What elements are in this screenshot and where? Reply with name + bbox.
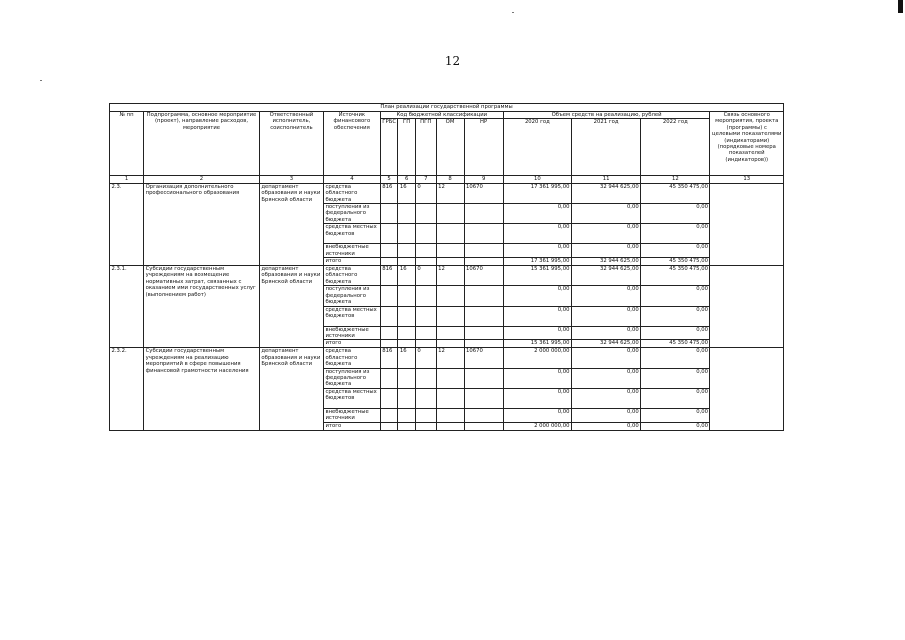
code-nr [464,286,503,306]
header-volume: Объем средств на реализацию, рублей [503,112,710,119]
amount-2022: 0,00 [641,306,710,326]
amount-2022: 0,00 [641,224,710,244]
code-grbs [380,340,398,348]
indicator-link [710,183,784,265]
funding-source: поступления из федерального бюджета [323,286,380,306]
header-source: Источник финансового обеспечения [323,112,380,176]
code-nr [464,244,503,258]
responsible-executor: департамент образования и науки Брянской области [259,183,323,265]
amount-2022: 45 350 475,00 [641,183,710,203]
amount-2020: 15 361 995,00 [503,340,571,348]
header-om: ОМ [436,119,464,176]
column-number: 11 [571,176,640,183]
amount-2022: 0,00 [641,204,710,224]
amount-2021: 0,00 [571,326,640,340]
scan-dot [512,12,514,13]
code-gp [398,244,416,258]
funding-source: средства местных бюджетов [323,388,380,408]
table-row [110,348,784,368]
amount-2022: 0,00 [641,286,710,306]
amount-2022: 0,00 [641,388,710,408]
code-gp [398,388,416,408]
header-link: Связь основного мероприятия, проекта (программы) с целевыми показателями (индикаторами) (порядковые номера показателей (индикаторов)) [710,112,784,176]
funding-source: средства областного бюджета [323,266,380,286]
code-nr [464,258,503,266]
code-pgp [415,224,436,244]
funding-source: средства местных бюджетов [323,224,380,244]
code-nr [464,224,503,244]
header-responsible: Ответственный исполнитель, соисполнитель [259,112,323,176]
code-om [436,326,464,340]
code-om [436,408,464,422]
column-number: 8 [436,176,464,183]
amount-2021: 32 944 625,00 [571,258,640,266]
code-pgp [415,306,436,326]
column-number: 13 [710,176,784,183]
amount-2020: 0,00 [503,306,571,326]
amount-2020: 2 000 000,00 [503,348,571,368]
code-gp [398,368,416,388]
amount-2020: 17 361 995,00 [503,258,571,266]
code-pgp [415,340,436,348]
amount-2020: 0,00 [503,244,571,258]
funding-source: поступления из федерального бюджета [323,368,380,388]
header-subprogram: Подпрограмма, основное мероприятие (проект), направление расходов, мероприятие [144,112,260,176]
code-pgp [415,388,436,408]
amount-2020: 0,00 [503,326,571,340]
column-numbers-row [110,176,784,183]
code-om [436,204,464,224]
code-om: 12 [436,183,464,203]
code-grbs [380,244,398,258]
amount-2021: 32 944 625,00 [571,183,640,203]
code-om [436,224,464,244]
code-om [436,422,464,430]
code-gp [398,422,416,430]
amount-2020: 15 361 995,00 [503,266,571,286]
amount-2020: 0,00 [503,286,571,306]
amount-2021: 32 944 625,00 [571,266,640,286]
code-pgp: 0 [415,266,436,286]
amount-2022: 45 350 475,00 [641,266,710,286]
header-budget-code: Код бюджетной классификации [380,112,503,119]
scan-edge-mark [898,0,903,13]
responsible-executor: департамент образования и науки Брянской области [259,266,323,348]
amount-2020: 0,00 [503,224,571,244]
code-nr [464,388,503,408]
code-nr [464,326,503,340]
code-grbs: 816 [380,183,398,203]
funding-source: итого [323,258,380,266]
code-om [436,388,464,408]
amount-2021: 0,00 [571,306,640,326]
code-om: 12 [436,348,464,368]
code-gp [398,326,416,340]
amount-2020: 0,00 [503,408,571,422]
table-row [110,266,784,286]
funding-source: итого [323,422,380,430]
amount-2021: 0,00 [571,286,640,306]
plan-table [109,103,784,431]
code-pgp [415,422,436,430]
header-2022: 2022 год [641,119,710,176]
code-om [436,340,464,348]
code-om [436,306,464,326]
amount-2020: 0,00 [503,388,571,408]
header-nr: НР [464,119,503,176]
amount-2020: 2 000 000,00 [503,422,571,430]
amount-2022: 45 350 475,00 [641,340,710,348]
code-grbs [380,224,398,244]
amount-2020: 17 361 995,00 [503,183,571,203]
code-om [436,258,464,266]
code-grbs [380,368,398,388]
amount-2021: 0,00 [571,422,640,430]
funding-source: средства областного бюджета [323,348,380,368]
scan-dot [40,80,42,81]
column-number: 7 [415,176,436,183]
amount-2022: 0,00 [641,408,710,422]
code-grbs [380,204,398,224]
funding-source: средства областного бюджета [323,183,380,203]
column-number: 6 [398,176,416,183]
code-nr: 10670 [464,266,503,286]
code-grbs: 816 [380,348,398,368]
funding-source: поступления из федерального бюджета [323,204,380,224]
page-number: 12 [444,54,461,68]
amount-2022: 0,00 [641,368,710,388]
amount-2022: 45 350 475,00 [641,258,710,266]
amount-2021: 0,00 [571,388,640,408]
header-gp: ГП [398,119,416,176]
code-nr [464,340,503,348]
code-nr: 10670 [464,348,503,368]
code-grbs [380,306,398,326]
amount-2021: 0,00 [571,408,640,422]
code-om: 12 [436,266,464,286]
indicator-link [710,348,784,430]
column-number: 12 [641,176,710,183]
caption-row [110,104,784,112]
code-grbs: 816 [380,266,398,286]
amount-2020: 0,00 [503,204,571,224]
funding-source: внебюджетные источники [323,326,380,340]
code-grbs [380,326,398,340]
column-number: 2 [144,176,260,183]
amount-2020: 0,00 [503,368,571,388]
code-pgp: 0 [415,183,436,203]
funding-source: внебюджетные источники [323,244,380,258]
funding-source: внебюджетные источники [323,408,380,422]
code-pgp [415,408,436,422]
header-num: № пп [110,112,144,176]
code-nr [464,422,503,430]
activity-name: Субсидии государственным учреждениям на реализацию мероприятий в сфере повышения финансовой грамотности населения [144,348,260,430]
code-nr [464,204,503,224]
funding-source: средства местных бюджетов [323,306,380,326]
code-grbs [380,258,398,266]
activity-name: Субсидии государственным учреждениям на возмещение нормативных затрат, связанных с оказанием ими государственных услуг (выполнением работ) [144,266,260,348]
code-gp [398,224,416,244]
activity-name: Организация дополнительного профессионального образования [144,183,260,265]
code-gp: 16 [398,266,416,286]
funding-source: итого [323,340,380,348]
amount-2021: 0,00 [571,224,640,244]
amount-2021: 0,00 [571,348,640,368]
code-nr: 10670 [464,183,503,203]
code-om [436,286,464,306]
code-gp [398,408,416,422]
column-number: 3 [259,176,323,183]
indicator-link [710,266,784,348]
amount-2022: 0,00 [641,348,710,368]
table-caption: План реализации государственной программы [110,104,784,112]
code-gp [398,258,416,266]
code-gp [398,204,416,224]
code-grbs [380,388,398,408]
code-om [436,368,464,388]
code-pgp [415,286,436,306]
amount-2022: 0,00 [641,326,710,340]
row-number: 2.3. [110,183,144,265]
header-grbs: ГРБС [380,119,398,176]
code-gp [398,286,416,306]
amount-2021: 0,00 [571,244,640,258]
code-pgp [415,368,436,388]
column-number: 4 [323,176,380,183]
amount-2021: 0,00 [571,368,640,388]
code-nr [464,306,503,326]
amount-2022: 0,00 [641,244,710,258]
code-pgp [415,326,436,340]
code-gp: 16 [398,183,416,203]
code-gp [398,340,416,348]
responsible-executor: департамент образования и науки Брянской области [259,348,323,430]
code-nr [464,368,503,388]
table-row [110,183,784,203]
column-number: 1 [110,176,144,183]
column-number: 10 [503,176,571,183]
code-grbs [380,422,398,430]
code-nr [464,408,503,422]
code-pgp [415,204,436,224]
code-grbs [380,286,398,306]
amount-2021: 0,00 [571,204,640,224]
header-pgp: ПГП [415,119,436,176]
row-number: 2.3.1. [110,266,144,348]
code-pgp: 0 [415,348,436,368]
header-2021: 2021 год [571,119,640,176]
header-2020: 2020 год [503,119,571,176]
header-row-1 [110,112,784,119]
code-pgp [415,258,436,266]
row-number: 2.3.2. [110,348,144,430]
amount-2022: 0,00 [641,422,710,430]
amount-2021: 32 944 625,00 [571,340,640,348]
code-grbs [380,408,398,422]
column-number: 5 [380,176,398,183]
column-number: 9 [464,176,503,183]
code-pgp [415,244,436,258]
code-gp [398,306,416,326]
code-om [436,244,464,258]
code-gp: 16 [398,348,416,368]
